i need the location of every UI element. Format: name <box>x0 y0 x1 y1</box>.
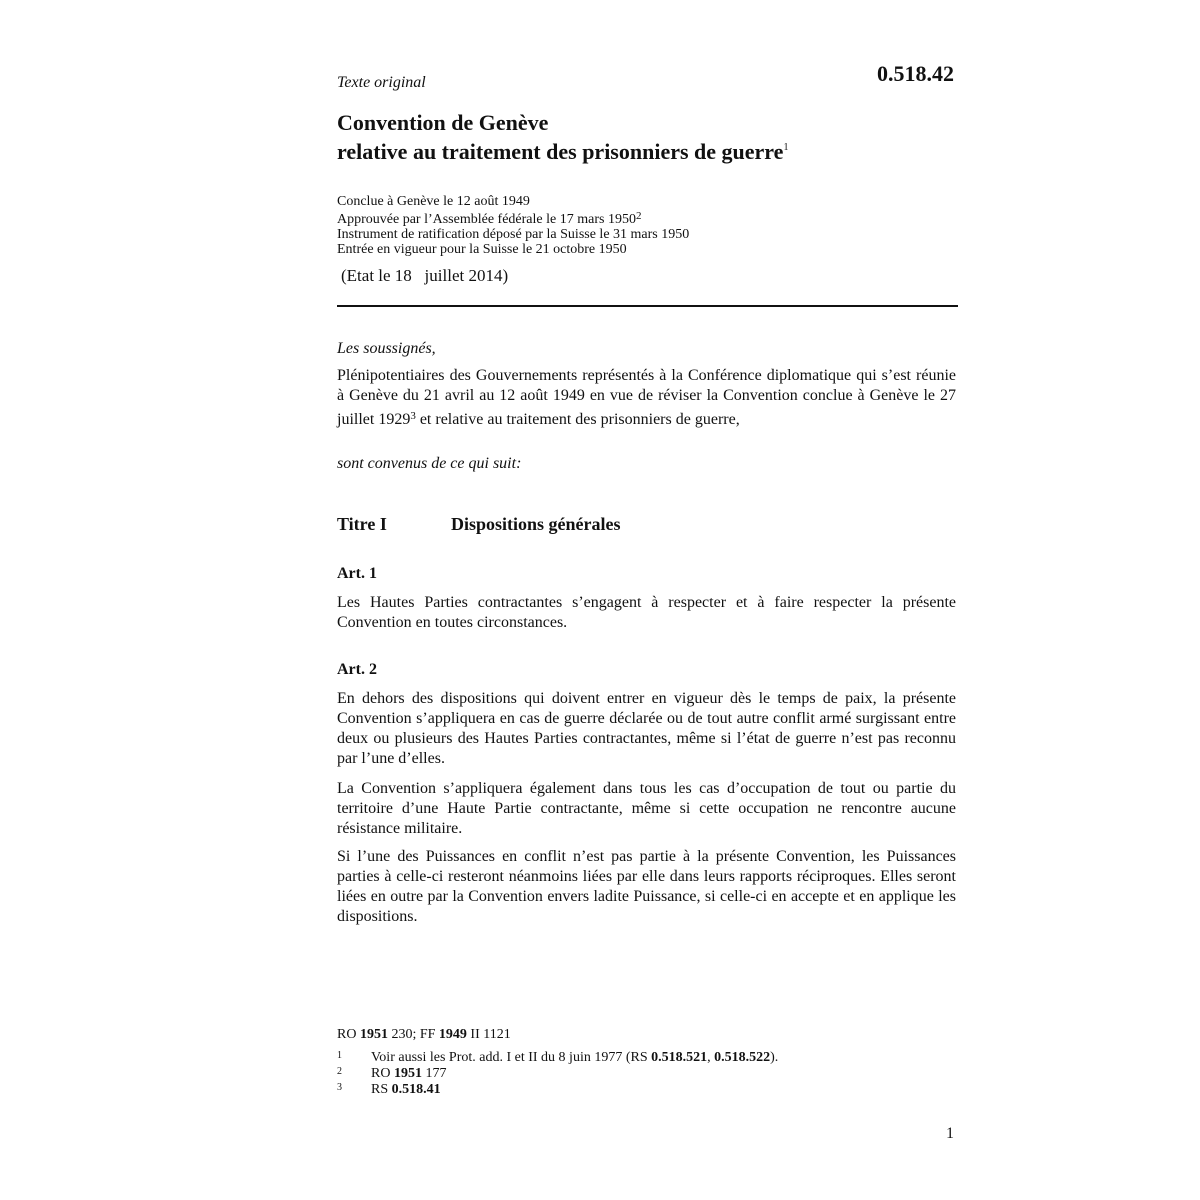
title-line-2: relative au traitement des prisonniers de guerre$^1$ <box>337 139 789 164</box>
title-line-1: Convention de Genève <box>337 110 549 135</box>
title-name: Dispositions générales <box>451 514 621 534</box>
meta-ratification: Instrument de ratification déposé par la Suisse le 31 mars 1950 <box>337 227 690 242</box>
document-metadata <box>337 194 689 257</box>
link-rs-051841[interactable]: 0.518.41 <box>391 1082 441 1097</box>
footnote-ref-1[interactable]: 1 <box>783 142 789 153</box>
footnote-3: 3 RS 0.518.41 <box>337 1082 441 1097</box>
page-number: 1 <box>946 1125 954 1142</box>
footnote-source: RO 1951 230; FF 1949 II 1121 <box>337 1027 511 1042</box>
footnote-2: 2 RO 1951 177 <box>337 1066 447 1081</box>
article-2-paragraph-1: En dehors des dispositions qui doivent entrer en vigueur dès le temps de paix, la présente Convention s’appliquera en cas de guerre déclarée ou de tout autre conflit armé surgissant entre deux ou plusieurs des Hautes Parties contractantes, même si l’état de guerre n’est pas reconnu par l’une d’elles. <box>337 690 956 767</box>
article-2-paragraph-3: Si l’une des Puissances en conflit n’est pas partie à la présente Convention, les Puissances parties à celle-ci resteront néanmoins liées par elle dans leurs rapports réciproques. Elles seront liées en outre par la Convention envers ladite Puissance, si celle-ci en accepte et en applique les dispositions. <box>337 848 956 925</box>
meta-concluded: Conclue à Genève le 12 août 1949 <box>337 194 530 209</box>
article-1-heading: Art. 1 <box>337 565 377 582</box>
document-title <box>337 110 788 164</box>
meta-entry-into-force: Entrée en vigueur pour la Suisse le 21 octobre 1950 <box>337 242 627 257</box>
link-rs-0518522[interactable]: 0.518.522 <box>714 1050 771 1065</box>
header-divider <box>337 305 958 307</box>
article-1-paragraph-1: Les Hautes Parties contractantes s’engagent à respecter et à faire respecter la présente Convention en toutes circonstances. <box>337 594 956 631</box>
article-2-heading: Art. 2 <box>337 661 377 678</box>
sr-number: 0.518.42 <box>877 61 954 86</box>
link-rs-0518521[interactable]: 0.518.521 <box>651 1050 708 1065</box>
article-2-paragraph-2: La Convention s’appliquera également dans tous les cas d’occupation de tout ou partie du territoire d’une Haute Partie contractante, même si cette occupation ne rencontre aucune résistance militaire. <box>337 780 956 837</box>
preamble-body: Plénipotentiaires des Gouvernements représentés à la Conférence diplomatique qui s’est réunie à Genève du 21 avril au 12 août 1949 en vue de réviser la Convention conclue à Genève le 27 juillet 1929$^3$ et relative au traitement des prisonniers de guerre, <box>337 367 956 428</box>
preamble-opening: Les soussignés, <box>337 340 436 357</box>
meta-approved: Approuvée par l’Assemblée fédérale le 17 mars 1950$^2$ <box>337 210 642 227</box>
title-heading <box>337 514 621 535</box>
preamble-closing: sont convenus de ce qui suit: <box>337 455 522 472</box>
text-origin-label: Texte original <box>337 74 426 91</box>
footnote-ref-3[interactable]: 3 <box>410 410 416 422</box>
footnote-ref-2[interactable]: 2 <box>635 210 642 222</box>
title-number: Titre I <box>337 514 387 534</box>
footnote-1: 1 Voir aussi les Prot. add. I et II du 8 juin 1977 (RS 0.518.521, 0.518.522). <box>337 1050 779 1065</box>
status-date: (Etat le 18 juillet 2014) <box>341 266 509 285</box>
